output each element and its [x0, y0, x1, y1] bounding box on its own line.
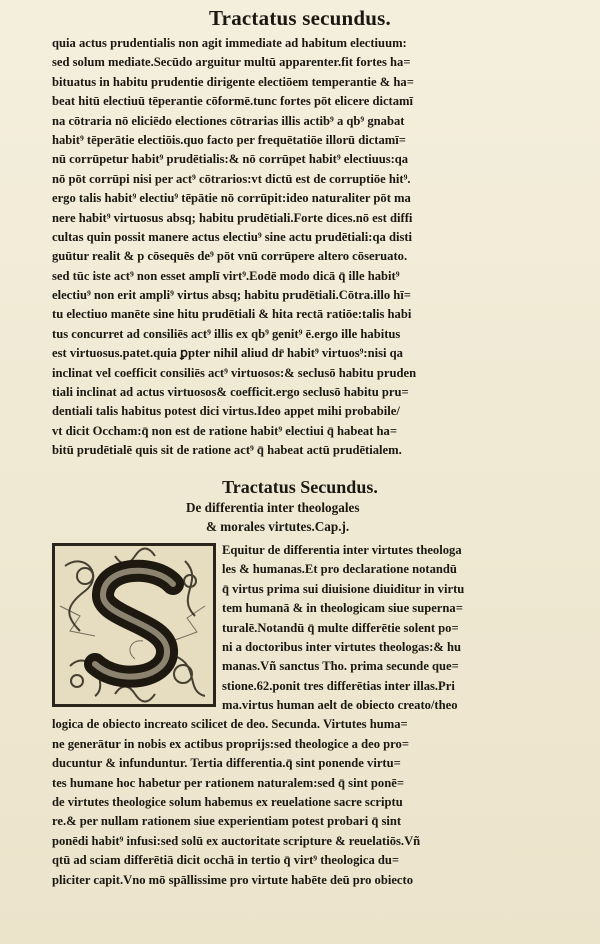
- text-line: est virtuosus.patet.quia ꝑpter nihil aliud dr̄ habit⁹ virtuos⁹:nisi qa: [52, 346, 403, 361]
- text-line: ne generātur in nobis ex actibus proprijs:sed theologice a deo pro=: [52, 736, 410, 751]
- text-line: turalē.Notandū q̄ multe differētie solent po=: [222, 620, 459, 635]
- text-line: tiali inclinat ad actus virtuosos& coefficit.ergo seclusō habitu pru=: [52, 385, 409, 400]
- text-line: beat hitū electiuū tēperantie cōformē.tunc fortes pōt elicere dictamī: [52, 94, 414, 109]
- section-title: Tractatus Secundus.: [222, 477, 378, 497]
- body-text-top: [52, 34, 572, 461]
- text-line: tes humane hoc habetur per rationem naturalem:sed q̄ sint ponē=: [52, 775, 404, 790]
- text-line: de virtutes theologice solum habemus ex reuelatione sacre scriptu: [52, 794, 403, 809]
- text-line: cultas quin possit manere actus electiu⁹ sine actu prudētiali:qa disti: [52, 229, 413, 244]
- woodcut-initial-s-icon: [52, 543, 216, 707]
- text-line: q̄ virtus prima sui diuisione diuiditur in virtu: [222, 581, 465, 596]
- body-text-beside-initial: [222, 541, 572, 696]
- text-line: manas.Vñ sanctus Tho. prima secunde que=: [222, 659, 459, 674]
- text-line: les & humanas.Et pro declaratione notandū: [222, 562, 457, 577]
- text-line: tu electiuo manēte sine hitu prudētiali & hita rectā ratiōe:talis habi: [52, 307, 412, 322]
- running-head: Tractatus secundus.: [209, 6, 391, 30]
- text-line: guūtur realit & p cōsequēs de⁹ pōt vnū corrūpere altero cōseruato.: [52, 249, 408, 264]
- text-line: pliciter capit.Vno mō spāllissime pro virtute habēte deū pro obiecto: [52, 872, 414, 887]
- text-line: vt dicit Occham:q̄ non est de ratione habit⁹ electiui q̄ habeat ha=: [52, 423, 398, 438]
- text-line: logica de obiecto increato scilicet de deo. Secunda. Virtutes huma=: [52, 717, 408, 732]
- text-line: ergo talis habit⁹ electiu⁹ tēpātie nō corrūpit:ideo naturaliter pōt ma: [52, 191, 411, 206]
- text-line: ducuntur & infunduntur. Tertia differentia.q̄ sint ponende virtu=: [52, 756, 401, 771]
- text-line: re.& per nullam rationem siue experientiam potest probari q̄ sint: [52, 814, 402, 829]
- text-line: bituatus in habitu prudentie dirigente electiōem temperantie & ha=: [52, 74, 414, 89]
- text-line: ni a doctoribus inter virtutes theologas:& hu: [222, 639, 462, 654]
- text-line: tus concurret ad consiliēs act⁹ illis ex qb⁹ genit⁹ ē.ergo ille habitus: [52, 326, 401, 341]
- text-line: ma.virtus human aelt de obiecto creato/theo: [222, 698, 458, 712]
- text-line: nū corrūpetur habit⁹ prudētialis:& nō corrūpet habit⁹ electiuus:qa: [52, 152, 409, 167]
- text-line: quia actus prudentialis non agit immediate ad habitum electiuum:: [52, 36, 407, 50]
- text-line: inclinat vel coefficit consiliēs act⁹ virtuosos:& seclusō habitu pruden: [52, 365, 417, 380]
- text-line: dentiali talis habitus potest dici virtus.Ideo appet mihi probabile/: [52, 404, 400, 419]
- text-line: sed tūc iste act⁹ non esset amplī virt⁹.Eodē modo dicā q̄ ille habit⁹: [52, 268, 400, 283]
- text-line: tem humanā & in theologicam siue superna=: [222, 601, 463, 616]
- body-text-bottom: [52, 696, 572, 890]
- text-line: qtū ad sciam differētiā dicit occhā in tertio q̄ virt⁹ theologica du=: [52, 853, 400, 868]
- text-line: bitū prudētialē quis sit de ratione act⁹ q̄ habeat actū prudētialem.: [52, 443, 402, 458]
- initial-s-graphic: [55, 546, 213, 704]
- text-line: stione.62.ponit tres differētias inter illas.Pri: [222, 678, 455, 693]
- text-line: ponēdi habit⁹ infusi:sed solū ex auctoritate scripture & reuelatiōs.Vñ: [52, 833, 421, 848]
- text-line: habit⁹ tēperātie electiōis.quo facto per frequētatiōe illorū dictamī=: [52, 132, 406, 147]
- chapter-heading-line-2: & morales virtutes.Cap.j.: [206, 519, 350, 534]
- text-line: nere habit⁹ virtuosus absq; habitu prudētiali.Forte dices.nō est diffi: [52, 210, 413, 225]
- text-line: sed solum mediate.Secūdo arguitur multū apparenter.fit fortes ha=: [52, 55, 411, 70]
- text-line: Equitur de differentia inter virtutes theologa: [222, 543, 462, 557]
- text-line: na cōtraria nō eliciēdo electiones cōtrarias illis actib⁹ a qb⁹ gnabat: [52, 113, 405, 128]
- text-line: electiu⁹ non erit ampli⁹ virtus absq; habitu prudētiali.Cōtra.illo hī=: [52, 288, 411, 303]
- chapter-heading-line-1: De differentia inter theologales: [186, 500, 360, 515]
- text-line: nō pōt corrūpi nisi per act⁹ cōtrarios:vt dictū est de corruptiōe hit⁹.: [52, 171, 411, 186]
